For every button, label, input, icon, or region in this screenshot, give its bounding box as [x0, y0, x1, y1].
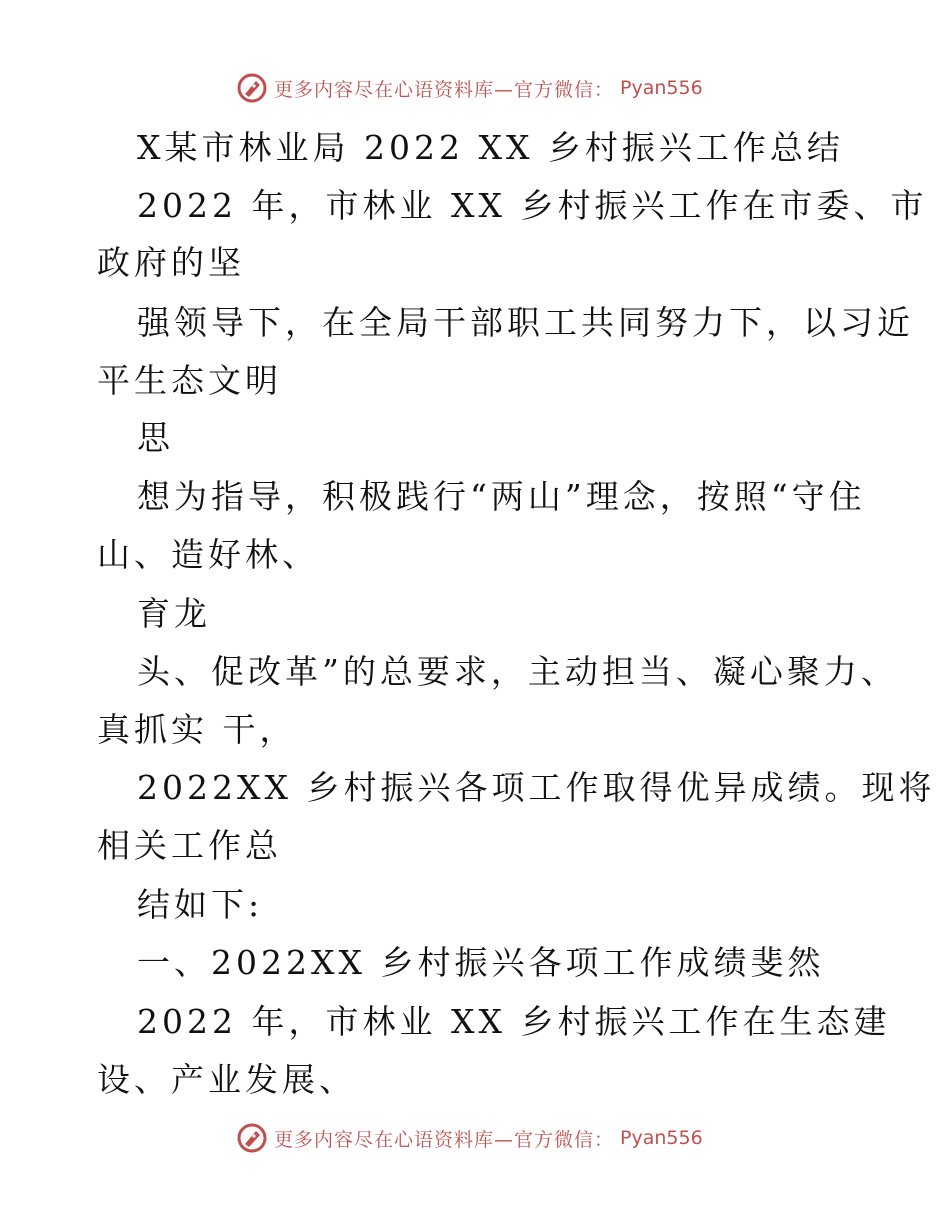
watermark-header — [236, 72, 703, 104]
paragraph-line: 2022 年，市林业 XX 乡村振兴工作在生态建 — [137, 1002, 891, 1041]
section-heading: 一、2022XX 乡村振兴各项工作成绩斐然 — [137, 943, 825, 982]
paragraph-line: 2022 年，市林业 XX 乡村振兴工作在市委、市 — [137, 186, 928, 225]
watermark-wechat-id: Pyan556 — [620, 1127, 703, 1149]
paragraph-line: 强领导下，在全局干部职工共同努力下，以习近 — [137, 303, 914, 342]
watermark-footer — [236, 1122, 703, 1154]
paragraph-line: 平生态文明 — [97, 361, 282, 400]
pen-nib-logo-icon — [236, 72, 268, 104]
watermark-wechat-id: Pyan556 — [620, 77, 703, 99]
pen-nib-logo-icon — [236, 1122, 268, 1154]
watermark-text: 更多内容尽在心语资料库—官方微信： — [274, 78, 615, 101]
paragraph-line: 山、造好林、 — [97, 535, 319, 574]
paragraph-line: 设、产业发展、 — [97, 1060, 356, 1099]
paragraph-line: 政府的坚 — [97, 243, 245, 282]
paragraph-line: 相关工作总 — [97, 826, 282, 865]
document-title: X某市林业局 2022 XX 乡村振兴工作总结 — [137, 128, 844, 167]
paragraph-line: 真抓实 干， — [97, 710, 297, 749]
paragraph-line: 结如下: — [137, 885, 264, 924]
paragraph-line: 育龙 — [137, 594, 211, 633]
paragraph-line: 想为指导，积极践行“两山”理念，按照“守住 — [137, 477, 866, 516]
paragraph-line: 头、促改革”的总要求，主动担当、凝心聚力、 — [137, 652, 898, 691]
paragraph-line: 2022XX 乡村振兴各项工作取得优异成绩。现将 — [137, 768, 936, 807]
watermark-text: 更多内容尽在心语资料库—官方微信： — [274, 1128, 615, 1151]
paragraph-line: 思 — [137, 418, 174, 457]
